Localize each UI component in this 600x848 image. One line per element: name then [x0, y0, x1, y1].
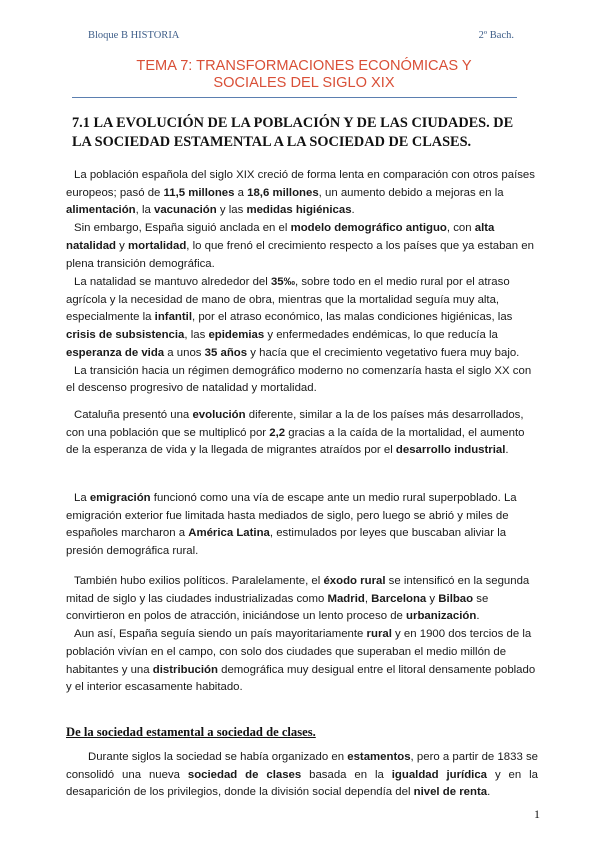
p6-bold-2: América Latina	[188, 527, 270, 540]
p3-text-4: , las	[184, 329, 209, 342]
p8-text-2: y en 1900 dos tercios de la población vivían en el campo, con solo dos ciudades que superaban el medio millón de habitantes y una	[66, 628, 532, 676]
paragraph-6	[66, 490, 538, 561]
title-line-2: SOCIALES DEL SIGLO XIX	[213, 75, 395, 91]
p7-text-5: se convirtieron en polos de atracción, iniciándose un lento proceso de	[66, 592, 489, 623]
p9-text-4: y en la desaparición de los privilegios, donde la división social dependía del	[66, 768, 538, 799]
p8-text-3: demográfica muy desigual entre el litoral densamente poblado y el interior escasamente habitado.	[66, 663, 536, 694]
p1-text-3: , un aumento debido a mejoras en la	[318, 186, 504, 199]
p7-text-3: ,	[364, 592, 372, 605]
paragraph-2	[66, 220, 538, 273]
paragraph-4	[66, 363, 538, 398]
text-block-natality	[66, 274, 538, 398]
p2-text-1: Sin embargo, España siguió anclada en el	[74, 222, 291, 235]
p5-bold-2: 2,2	[269, 426, 286, 439]
p7-bold-4: Bilbao	[438, 592, 474, 605]
text-block-population	[66, 167, 538, 273]
p9-bold-2: sociedad de clases	[187, 768, 302, 781]
p3-bold-3: crisis de subsistencia	[66, 329, 185, 342]
page-number: 1	[534, 807, 540, 821]
p2-bold-2: alta natalidad	[66, 222, 495, 252]
p3-bold-2: infantil	[154, 311, 192, 324]
p3-text-3: , por el atraso económico, las malas condiciones higiénicas, las	[192, 311, 513, 324]
p1-text-2: a	[234, 186, 248, 199]
paragraph-1	[66, 167, 538, 220]
subheading: De la sociedad estamental a sociedad de clases.	[66, 725, 316, 739]
p2-bold-3: mortalidad	[128, 239, 187, 252]
p7-text-4: y	[426, 592, 439, 605]
p7-text-6: .	[476, 610, 480, 623]
p5-text-4: .	[505, 444, 509, 457]
p5-bold-3: desarrollo industrial	[395, 444, 506, 457]
p1-bold-5: medidas higiénicas	[246, 204, 352, 217]
p6-text-2: funcionó como una vía de escape ante un medio rural superpoblado. La emigración exterior fue limitada hasta mediados de siglo, pero luego se abrió y miles de españoles marcharon a	[66, 492, 517, 540]
paragraph-9	[66, 749, 538, 802]
p1-bold-4: vacunación	[154, 204, 217, 217]
p1-bold-2: 18,6 millones	[247, 186, 319, 199]
p8-text-1: Aun así, España seguía siendo un país mayoritariamente	[74, 628, 367, 641]
p3-text-1: La natalidad se mantuvo alrededor del	[74, 276, 271, 288]
header-subject: Bloque B HISTORIA	[88, 30, 180, 41]
p7-bold-3: Barcelona	[371, 592, 427, 605]
title-line-1: TEMA 7: TRANSFORMACIONES ECONÓMICAS Y	[136, 58, 472, 74]
p8-bold-1: rural	[366, 628, 392, 641]
p4-text-1: La transición hacia un régimen demográfico moderno no comenzaría hasta el siglo XX con el descenso progresivo de natalidad y mortalidad.	[66, 364, 532, 395]
paragraph-8	[66, 626, 538, 697]
paragraph-5	[66, 407, 538, 460]
text-block-rural-exodus	[66, 573, 538, 697]
p7-bold-1: éxodo rural	[323, 575, 386, 587]
page-title	[88, 58, 520, 92]
p7-bold-5: urbanización	[406, 610, 477, 623]
text-block-emigration	[66, 490, 538, 561]
p3-bold-6: 35 años	[204, 346, 248, 359]
p5-text-3: gracias a la caída de la mortalidad, el aumento de la esperanza de vida y la llegada de migrantes atraídos por el	[66, 426, 525, 457]
p1-text-5: y las	[216, 204, 247, 217]
p5-text-1: Cataluña presentó una	[74, 409, 193, 421]
p6-text-3: , estimulados por leyes que buscaban aliviar la presión demográfica rural.	[66, 527, 507, 558]
p9-text-1: Durante siglos la sociedad se había organizado en	[88, 751, 348, 763]
p2-text-4: , lo que frenó el crecimiento respecto a los países que ya estaban en plena transición demográfica.	[66, 239, 534, 270]
p9-bold-4: nivel de renta	[413, 786, 488, 799]
p9-bold-1: estamentos	[347, 751, 411, 763]
p2-text-3: y	[116, 239, 129, 252]
p9-bold-3: igualdad jurídica	[391, 768, 488, 781]
p2-text-2: , con	[446, 222, 475, 235]
text-block-catalonia	[66, 407, 538, 460]
p6-bold-1: emigración	[89, 492, 151, 504]
section-heading: 7.1 LA EVOLUCIÓN DE LA POBLACIÓN Y DE LAS CIUDADES. DE LA SOCIEDAD ESTAMENTAL A LA SOCIEDAD DE CLASES.	[72, 115, 514, 150]
p1-bold-3: alimentación	[66, 204, 136, 217]
p3-text-5: y enfermedades endémicas, lo que reducía la	[264, 329, 498, 342]
title-underline	[72, 97, 517, 98]
p9-text-3: basada en la	[301, 768, 392, 781]
text-block-social-classes	[66, 749, 538, 802]
p7-text-1: También hubo exilios políticos. Paralelamente, el	[74, 575, 324, 587]
p9-text-2: , pero a partir de 1833 se consolidó una nueva	[66, 751, 538, 781]
paragraph-7	[66, 573, 538, 626]
p3-bold-1: 35‰	[270, 276, 296, 288]
p3-text-7: y hacía que el crecimiento vegetativo fuera muy bajo.	[247, 346, 520, 359]
p5-bold-1: evolución	[192, 409, 246, 421]
p3-text-6: a unos	[164, 346, 205, 359]
p3-text-2: , sobre todo en el medio rural por el atraso agrícola y la necesidad de mano de obra, mientras que la mortalidad seguía muy alta, especialmente la	[66, 276, 510, 324]
p2-bold-1: modelo demográfico antiguo	[290, 222, 447, 235]
p6-text-1: La	[74, 492, 90, 504]
p1-text-4: , la	[135, 204, 155, 217]
paragraph-3	[66, 274, 538, 363]
p8-bold-2: distribución	[152, 663, 218, 676]
p5-text-2: diferente, similar a la de los países más desarrollados, con una población que se multiplicó por	[66, 409, 524, 439]
p1-bold-1: 11,5 millones	[163, 186, 235, 199]
p7-bold-2: Madrid	[327, 592, 365, 605]
p1-text-6: .	[351, 204, 355, 217]
p3-bold-4: epidemias	[208, 329, 265, 342]
p1-text-1: La población española del siglo XIX creció de forma lenta en comparación con otros países europeos; pasó de	[66, 169, 535, 199]
header-course: 2º Bach.	[478, 30, 514, 41]
p9-text-5: .	[487, 786, 491, 799]
p3-bold-5: esperanza de vida	[66, 346, 165, 359]
p7-text-2: se intensificó en la segunda mitad de siglo y las ciudades industrializadas como	[66, 575, 530, 605]
